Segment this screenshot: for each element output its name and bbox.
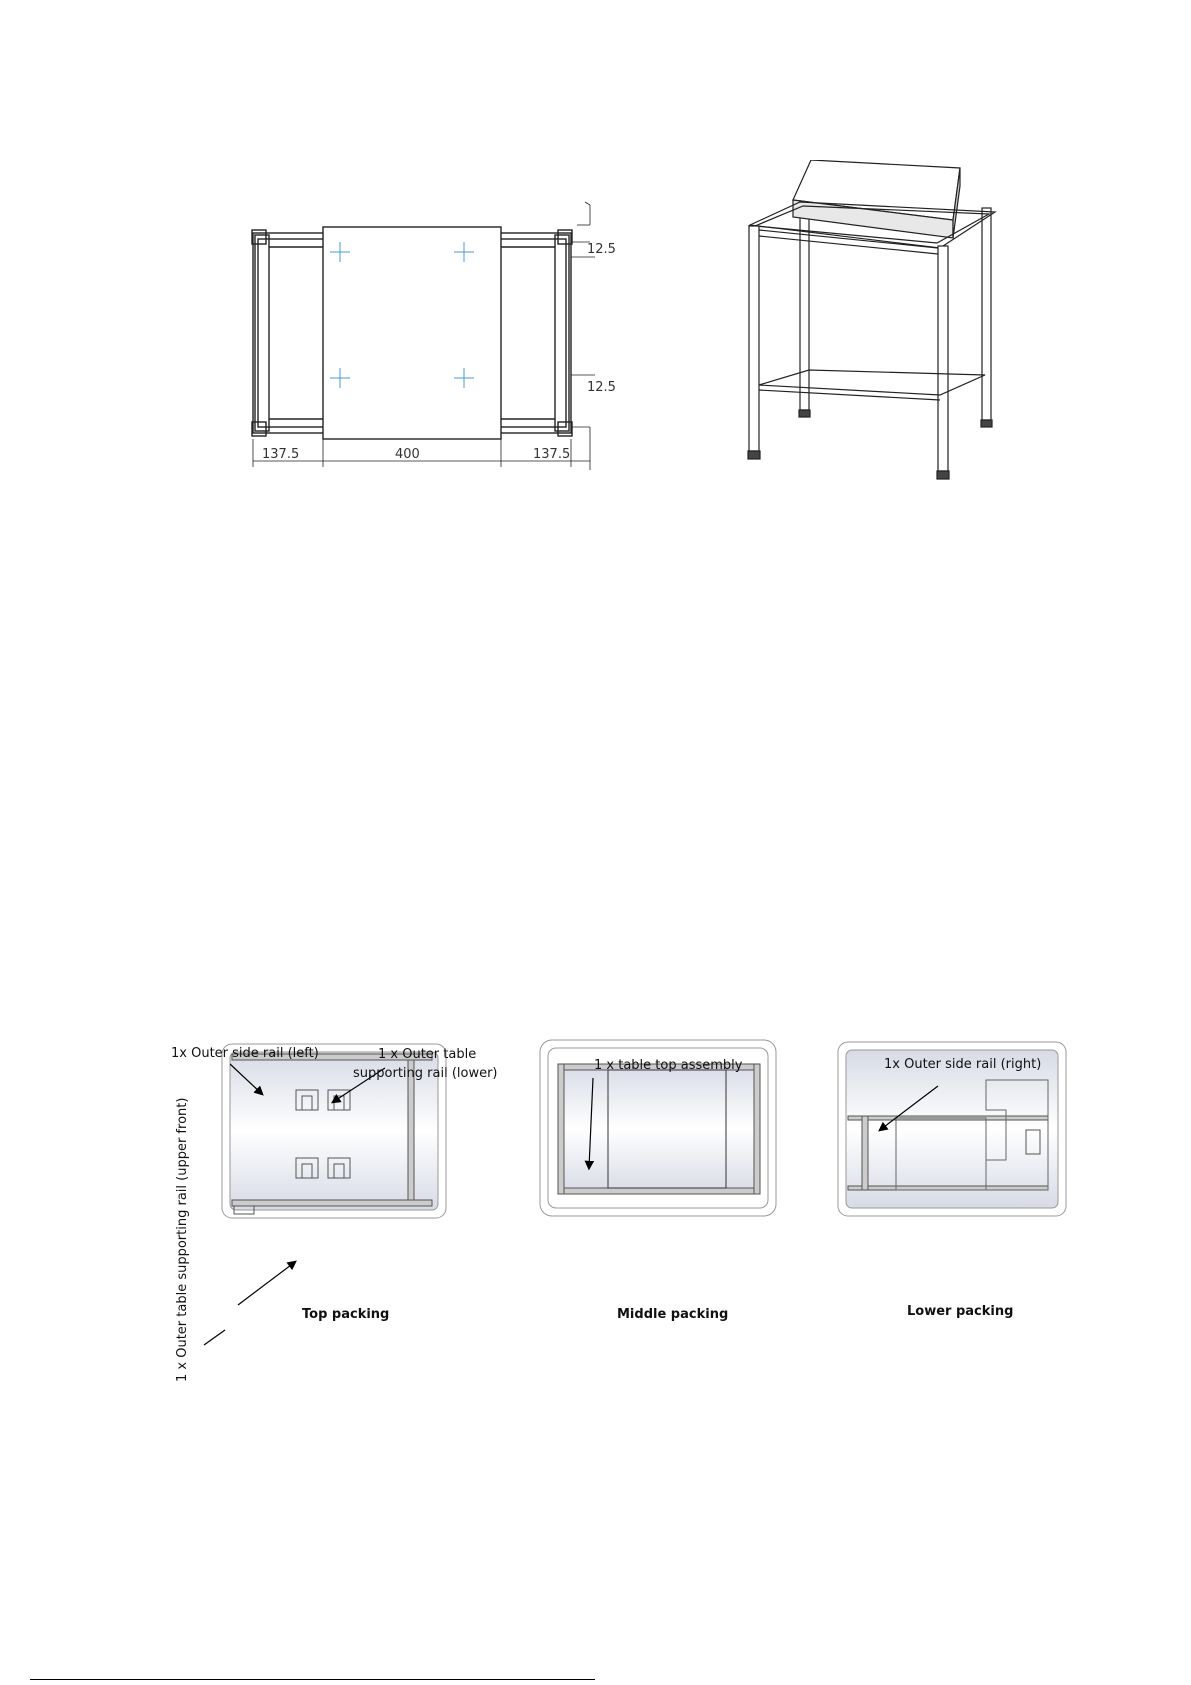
label-outer-table-rail-upper-front: 1 x Outer table supporting rail (upper front) (175, 1097, 190, 1382)
footer-rule (30, 1679, 595, 1680)
label-outer-table-rail-lower-2: supporting rail (lower) (353, 1066, 498, 1081)
caption-middle-packing: Middle packing (617, 1307, 729, 1322)
label-outer-table-rail-lower-1: 1 x Outer table (378, 1047, 477, 1062)
dim-right: 137.5 (533, 447, 571, 462)
dim-side-lower: 12.5 (587, 380, 616, 395)
caption-top-packing: Top packing (302, 1307, 390, 1322)
label-table-top-assembly: 1 x table top assembly (594, 1058, 743, 1073)
label-outer-side-rail-right: 1x Outer side rail (right) (884, 1057, 1042, 1072)
caption-lower-packing: Lower packing (907, 1304, 1014, 1319)
dim-side-upper: 12.5 (587, 242, 616, 257)
label-outer-side-rail-left: 1x Outer side rail (left) (171, 1046, 319, 1061)
dim-left: 137.5 (262, 447, 300, 462)
dim-center: 400 (395, 447, 420, 462)
